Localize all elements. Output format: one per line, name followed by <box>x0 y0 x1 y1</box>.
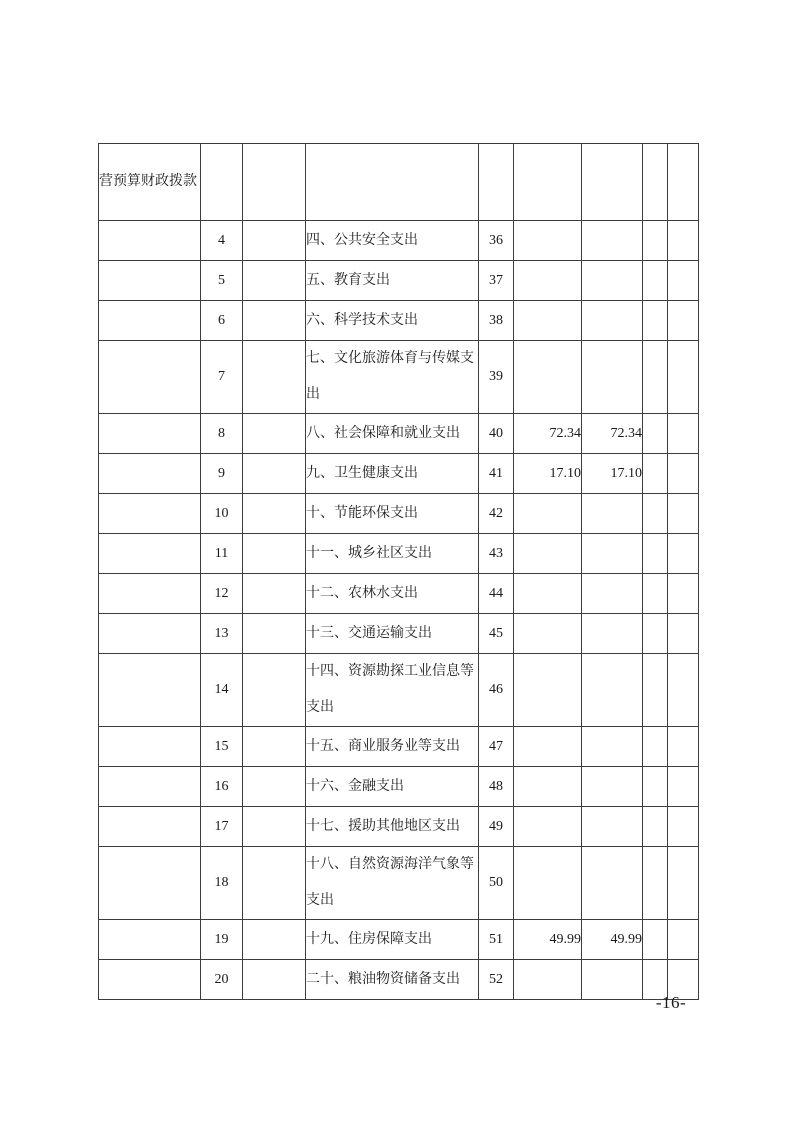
value1-cell <box>514 960 582 1000</box>
seq-cell: 10 <box>201 494 243 534</box>
empty-cell <box>243 807 306 847</box>
value2-cell <box>582 847 643 920</box>
empty-cell <box>668 574 699 614</box>
seq-cell: 16 <box>201 767 243 807</box>
empty-cell <box>668 727 699 767</box>
line-no-cell: 40 <box>479 414 514 454</box>
empty-cell <box>668 767 699 807</box>
empty-cell <box>643 534 668 574</box>
value1-cell <box>514 727 582 767</box>
empty-cell <box>243 454 306 494</box>
value2-cell <box>582 614 643 654</box>
line-no-cell: 44 <box>479 574 514 614</box>
line-no-cell: 43 <box>479 534 514 574</box>
empty-cell <box>99 261 201 301</box>
value2-cell: 17.10 <box>582 454 643 494</box>
continued-header-cell: 营预算财政拨款 <box>99 144 201 221</box>
item-cell: 六、科学技术支出 <box>306 301 479 341</box>
empty-cell <box>643 614 668 654</box>
empty-cell <box>99 534 201 574</box>
value1-cell <box>514 221 582 261</box>
table-row <box>99 920 699 960</box>
empty-cell <box>643 414 668 454</box>
line-no-cell: 39 <box>479 341 514 414</box>
empty-cell <box>643 920 668 960</box>
item-cell: 四、公共安全支出 <box>306 221 479 261</box>
item-cell: 十二、农林水支出 <box>306 574 479 614</box>
empty-cell <box>668 144 699 221</box>
item-cell: 十九、住房保障支出 <box>306 920 479 960</box>
line-no-cell: 52 <box>479 960 514 1000</box>
item-cell: 十七、援助其他地区支出 <box>306 807 479 847</box>
empty-cell <box>668 454 699 494</box>
value1-cell <box>514 654 582 727</box>
empty-cell <box>668 807 699 847</box>
table-row <box>99 727 699 767</box>
empty-cell <box>99 654 201 727</box>
table-row <box>99 414 699 454</box>
value1-cell <box>514 574 582 614</box>
value1-cell: 72.34 <box>514 414 582 454</box>
empty-cell <box>643 341 668 414</box>
value2-cell: 72.34 <box>582 414 643 454</box>
empty-cell <box>643 807 668 847</box>
seq-cell: 15 <box>201 727 243 767</box>
table-row <box>99 807 699 847</box>
empty-cell <box>243 534 306 574</box>
value2-cell <box>582 727 643 767</box>
value1-cell <box>514 614 582 654</box>
empty-cell <box>668 534 699 574</box>
table-row <box>99 454 699 494</box>
empty-cell <box>99 614 201 654</box>
empty-cell <box>243 261 306 301</box>
empty-cell <box>243 574 306 614</box>
empty-cell <box>668 221 699 261</box>
value1-cell <box>514 807 582 847</box>
item-cell: 十八、自然资源海洋气象等支出 <box>306 847 479 920</box>
table-row <box>99 341 699 414</box>
line-no-cell: 36 <box>479 221 514 261</box>
empty-cell <box>668 301 699 341</box>
value1-cell <box>514 341 582 414</box>
empty-cell <box>643 574 668 614</box>
seq-cell: 20 <box>201 960 243 1000</box>
empty-cell <box>668 920 699 960</box>
table-row <box>99 221 699 261</box>
page-number: -16- <box>655 993 687 1012</box>
seq-cell: 14 <box>201 654 243 727</box>
value2-cell <box>582 221 643 261</box>
empty-cell <box>243 301 306 341</box>
empty-cell <box>243 414 306 454</box>
value1-cell: 17.10 <box>514 454 582 494</box>
table-row <box>99 301 699 341</box>
empty-cell <box>243 847 306 920</box>
item-cell: 十六、金融支出 <box>306 767 479 807</box>
seq-cell: 5 <box>201 261 243 301</box>
value1-cell <box>514 534 582 574</box>
item-cell: 十四、资源勘探工业信息等支出 <box>306 654 479 727</box>
line-no-cell: 48 <box>479 767 514 807</box>
item-cell: 十三、交通运输支出 <box>306 614 479 654</box>
empty-cell <box>99 767 201 807</box>
line-no-cell: 46 <box>479 654 514 727</box>
empty-cell <box>643 767 668 807</box>
empty-cell <box>668 847 699 920</box>
empty-cell <box>243 767 306 807</box>
line-no-cell: 41 <box>479 454 514 494</box>
value1-cell <box>514 261 582 301</box>
seq-cell: 12 <box>201 574 243 614</box>
value1-cell: 49.99 <box>514 920 582 960</box>
empty-cell <box>514 144 582 221</box>
empty-cell <box>668 261 699 301</box>
table-row <box>99 847 699 920</box>
empty-cell <box>99 807 201 847</box>
empty-cell <box>306 144 479 221</box>
item-cell: 二十、粮油物资储备支出 <box>306 960 479 1000</box>
empty-cell <box>668 614 699 654</box>
line-no-cell: 37 <box>479 261 514 301</box>
continued-header-row <box>99 144 699 221</box>
table-row <box>99 654 699 727</box>
item-cell: 十五、商业服务业等支出 <box>306 727 479 767</box>
empty-cell <box>643 221 668 261</box>
empty-cell <box>243 144 306 221</box>
empty-cell <box>243 341 306 414</box>
empty-cell <box>243 727 306 767</box>
seq-cell: 17 <box>201 807 243 847</box>
empty-cell <box>99 960 201 1000</box>
value2-cell <box>582 807 643 847</box>
item-cell: 九、卫生健康支出 <box>306 454 479 494</box>
empty-cell <box>243 960 306 1000</box>
value2-cell <box>582 574 643 614</box>
empty-cell <box>243 920 306 960</box>
empty-cell <box>99 847 201 920</box>
empty-cell <box>243 221 306 261</box>
table-row <box>99 494 699 534</box>
table-row <box>99 614 699 654</box>
table-row <box>99 767 699 807</box>
empty-cell <box>99 494 201 534</box>
table-row <box>99 960 699 1000</box>
empty-cell <box>668 341 699 414</box>
line-no-cell: 47 <box>479 727 514 767</box>
line-no-cell: 51 <box>479 920 514 960</box>
value2-cell <box>582 960 643 1000</box>
seq-cell: 8 <box>201 414 243 454</box>
empty-cell <box>668 654 699 727</box>
empty-cell <box>99 454 201 494</box>
empty-cell <box>643 301 668 341</box>
table-row <box>99 574 699 614</box>
empty-cell <box>582 144 643 221</box>
empty-cell <box>243 654 306 727</box>
item-cell: 十一、城乡社区支出 <box>306 534 479 574</box>
empty-cell <box>99 301 201 341</box>
value2-cell <box>582 494 643 534</box>
item-cell: 五、教育支出 <box>306 261 479 301</box>
seq-cell: 9 <box>201 454 243 494</box>
empty-cell <box>99 221 201 261</box>
empty-cell <box>99 727 201 767</box>
value2-cell <box>582 261 643 301</box>
budget-table <box>98 143 699 1000</box>
value2-cell: 49.99 <box>582 920 643 960</box>
seq-cell: 18 <box>201 847 243 920</box>
empty-cell <box>668 494 699 534</box>
empty-cell <box>243 614 306 654</box>
seq-cell: 7 <box>201 341 243 414</box>
item-cell: 八、社会保障和就业支出 <box>306 414 479 454</box>
value1-cell <box>514 494 582 534</box>
seq-cell: 4 <box>201 221 243 261</box>
seq-cell: 19 <box>201 920 243 960</box>
empty-cell <box>643 454 668 494</box>
table-row <box>99 261 699 301</box>
line-no-cell: 50 <box>479 847 514 920</box>
line-no-cell: 45 <box>479 614 514 654</box>
empty-cell <box>99 341 201 414</box>
empty-cell <box>668 414 699 454</box>
value2-cell <box>582 341 643 414</box>
empty-cell <box>99 414 201 454</box>
empty-cell <box>643 727 668 767</box>
value1-cell <box>514 847 582 920</box>
line-no-cell: 49 <box>479 807 514 847</box>
item-cell: 十、节能环保支出 <box>306 494 479 534</box>
empty-cell <box>643 144 668 221</box>
empty-cell <box>201 144 243 221</box>
empty-cell <box>643 261 668 301</box>
line-no-cell: 38 <box>479 301 514 341</box>
empty-cell <box>99 574 201 614</box>
empty-cell <box>99 920 201 960</box>
value2-cell <box>582 767 643 807</box>
seq-cell: 13 <box>201 614 243 654</box>
seq-cell: 11 <box>201 534 243 574</box>
value1-cell <box>514 301 582 341</box>
empty-cell <box>479 144 514 221</box>
value2-cell <box>582 301 643 341</box>
empty-cell <box>643 494 668 534</box>
value1-cell <box>514 767 582 807</box>
line-no-cell: 42 <box>479 494 514 534</box>
value2-cell <box>582 534 643 574</box>
empty-cell <box>643 847 668 920</box>
table-row <box>99 534 699 574</box>
empty-cell <box>643 654 668 727</box>
seq-cell: 6 <box>201 301 243 341</box>
item-cell: 七、文化旅游体育与传媒支出 <box>306 341 479 414</box>
value2-cell <box>582 654 643 727</box>
empty-cell <box>243 494 306 534</box>
